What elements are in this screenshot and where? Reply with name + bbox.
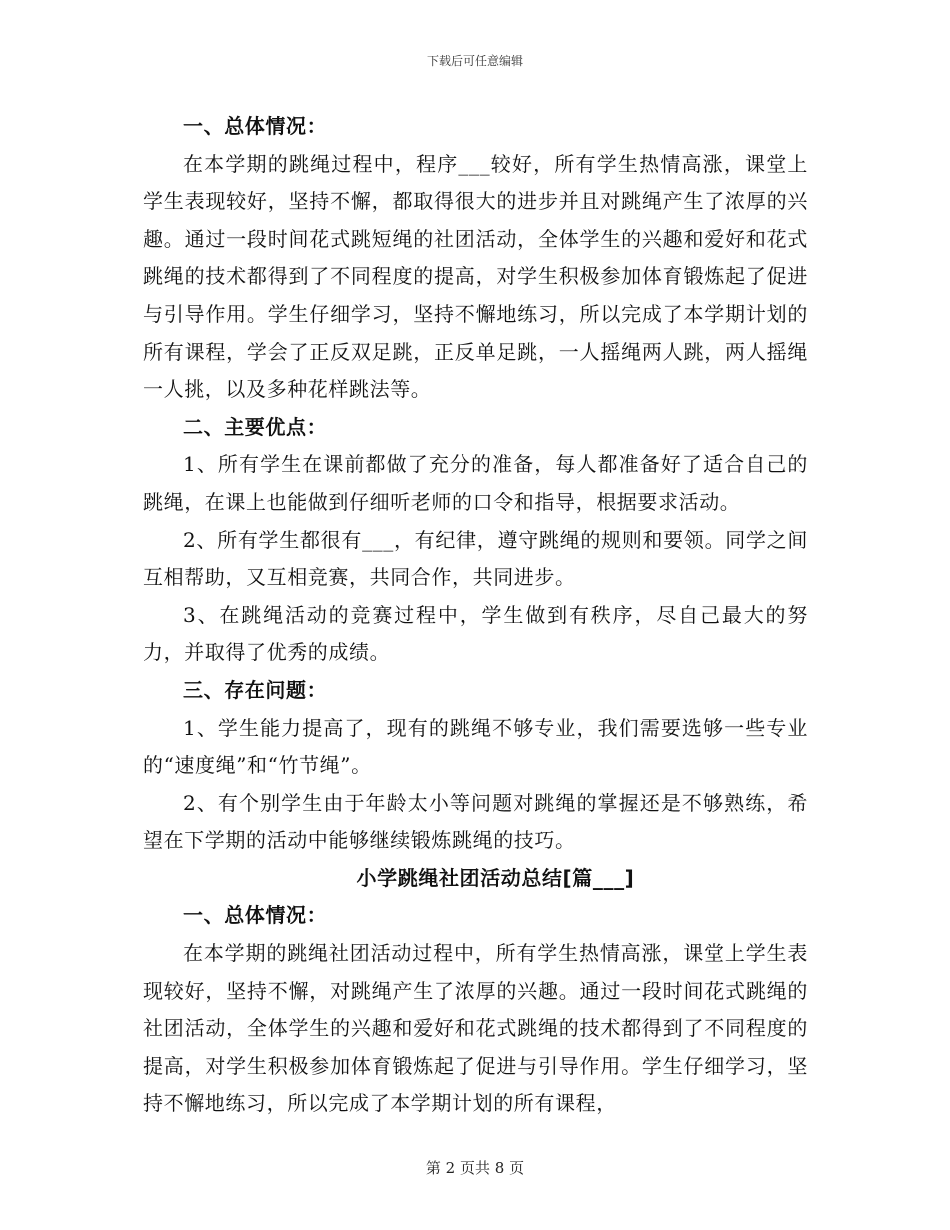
paragraph: 在本学期的跳绳过程中，程序___较好，所有学生热情高涨，课堂上学生表现较好，坚持不懈，都取得很大的进步并且对跳绳产生了浓厚的兴趣。通过一段时间花式跳短绳的社团活动，全体学生的兴趣和爱好和花式跳绳的技术都得到了不同程度的提高，对学生积极参加体育锻炼起了促进与引导作用。学生仔细学习，坚持不懈地练习，所以完成了本学期计划的所有课程，学会了正反双足跳，正反单足跳，一人摇绳两人跳，两人摇绳一人挑，以及多种花样跳法等。	[143, 151, 808, 402]
document-section-title: 小学跳绳社团活动总结[篇___]	[356, 865, 635, 890]
paragraph: 1、所有学生在课前都做了充分的准备，每人都准备好了适合自己的跳绳，在课上也能做到仔细听老师的口令和指导，根据要求活动。	[143, 452, 808, 514]
document-body	[143, 108, 808, 1123]
paragraph: 3、在跳绳活动的竞赛过程中，学生做到有秩序，尽自己最大的努力，并取得了优秀的成绩。	[143, 602, 808, 665]
paragraph: 2、有个别学生由于年龄太小等问题对跳绳的掌握还是不够熟练，希望在下学期的活动中能够继续锻炼跳绳的技巧。	[143, 790, 808, 853]
page-header: 下载后可任意编辑	[426, 54, 523, 68]
section-heading: 三、存在问题：	[183, 677, 328, 702]
section-heading: 一、总体情况：	[183, 114, 328, 138]
paragraph: 2、所有学生都很有___，有纪律，遵守跳绳的规则和要领。同学之间互相帮助，又互相竞赛，共同合作，共同进步。	[143, 527, 808, 590]
section-heading: 一、总体情况：	[183, 903, 328, 928]
section-heading: 二、主要优点：	[183, 414, 328, 439]
paragraph: 在本学期的跳绳社团活动过程中，所有学生热情高涨，课堂上学生表现较好，坚持不懈，对跳绳产生了浓厚的兴趣。通过一段时间花式跳绳的社团活动，全体学生的兴趣和爱好和花式跳绳的技术都得到了不同程度的提高，对学生积极参加体育锻炼起了促进与引导作用。学生仔细学习，坚持不懈地练习，所以完成了本学期计划的所有课程，	[143, 941, 808, 1116]
paragraph: 1、学生能力提高了，现有的跳绳不够专业，我们需要选够一些专业的“速度绳”和“竹节绳”。	[143, 715, 808, 778]
page-number: 第 2 页共 8 页	[425, 1159, 525, 1177]
